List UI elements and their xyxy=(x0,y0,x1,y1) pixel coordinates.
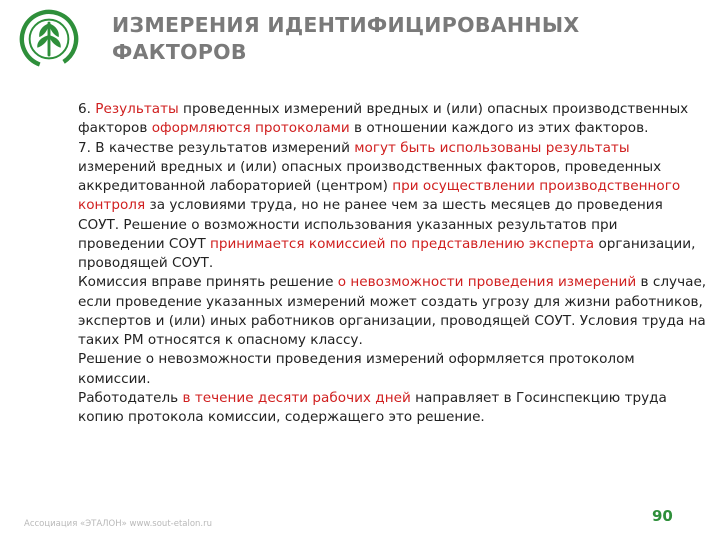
highlighted-text: Результаты xyxy=(95,101,179,117)
text-segment: проведенных измерений вредных и (или) опасных производственных факторов xyxy=(78,101,689,137)
text-segment: 6. xyxy=(78,101,96,117)
slide-title-line-1: ИЗМЕРЕНИЯ ИДЕНТИФИЦИРОВАННЫХ xyxy=(112,13,580,37)
slide-title xyxy=(112,12,692,66)
text-segment: 7. В качестве результатов измерений xyxy=(78,139,355,156)
highlighted-text: принимается комиссией по представлению эксперта xyxy=(209,235,595,252)
paragraph xyxy=(78,389,708,428)
ring-leaf-logo-icon xyxy=(18,8,80,70)
text-segment: Комиссия вправе принять решение xyxy=(78,274,338,291)
text-segment: организации, проводящей СОУТ. xyxy=(78,235,696,271)
text-segment: Решение о невозможности проведения измерений оформляется протоколом комиссии. xyxy=(78,351,635,387)
text-segment: измерений вредных и (или) опасных производственных факторов, проведенных аккредитованной лабораторией (центром) xyxy=(78,158,662,194)
page-number: 90 xyxy=(652,507,673,525)
footer-note: Ассоциация «ЭТАЛОН» www.sout-etalon.ru xyxy=(24,519,213,529)
main-text-block xyxy=(78,100,708,427)
highlighted-text: в течение десяти рабочих дней xyxy=(182,389,411,406)
paragraph xyxy=(78,139,708,274)
highlighted-text: о невозможности проведения измерений xyxy=(337,274,637,291)
text-segment: Работодатель xyxy=(78,389,183,406)
paragraph xyxy=(78,100,708,139)
highlighted-text: при осуществлении производственного контроля xyxy=(78,178,681,214)
text-segment: в случае, если проведение указанных измерений может создать угрозу для жизни работников, экспертов и (или) иных работников организации, проводящей СОУТ. Условия труда на таких РМ относятся к опасному классу. xyxy=(78,274,707,348)
highlighted-text: могут быть использованы результаты xyxy=(354,139,630,156)
text-segment: направляет в Госинспекцию труда копию протокола комиссии, содержащего это решение. xyxy=(78,389,667,425)
paragraph xyxy=(78,350,708,389)
text-segment: за условиями труда, но не ранее чем за шесть месяцев до проведения СОУТ. Решение о возможности использования указанных результатов при проведении СОУТ xyxy=(78,197,663,252)
highlighted-text: оформляются протоколами xyxy=(151,120,350,137)
slide-title-line-2: ФАКТОРОВ xyxy=(112,40,247,64)
text-segment: в отношении каждого из этих факторов. xyxy=(349,120,649,137)
paragraph xyxy=(78,273,708,350)
